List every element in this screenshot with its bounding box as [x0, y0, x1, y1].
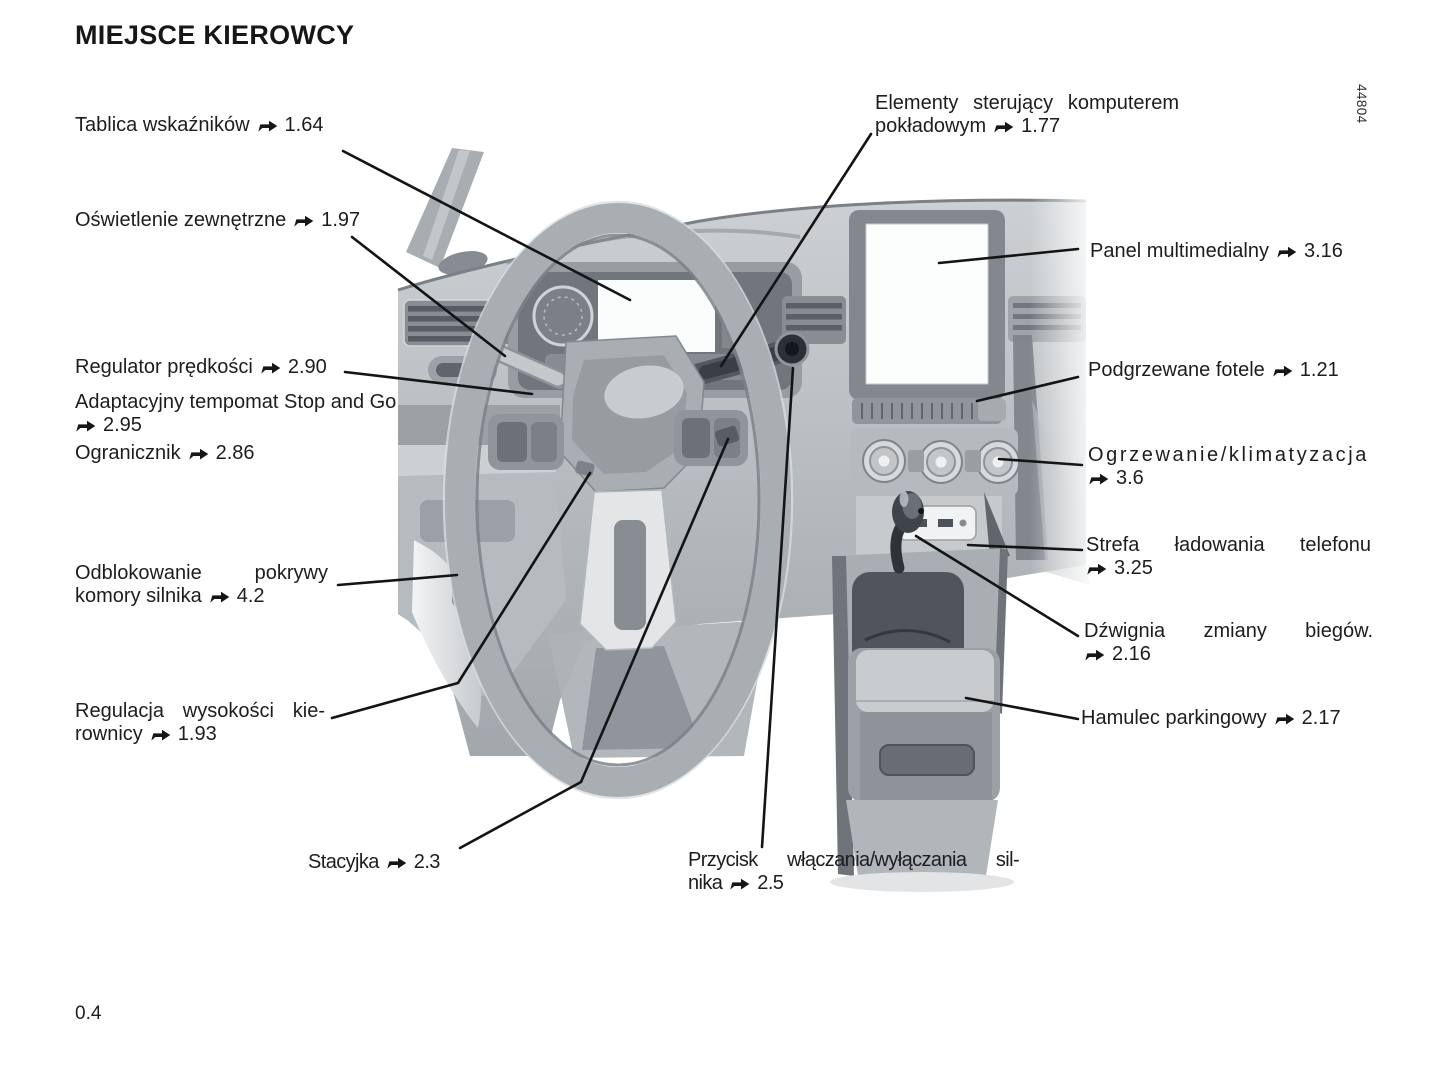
callout-text: pokładowym: [875, 115, 987, 137]
callout-text: Regulacja wysokości kie-: [75, 700, 325, 722]
callout-ref: 2.17: [1301, 707, 1341, 729]
callout-przycisk: [688, 849, 1019, 895]
callout-ref: 2.95: [103, 414, 142, 436]
callout-ref: 2.3: [413, 851, 440, 873]
callout-ref: 1.77: [1021, 115, 1061, 137]
callout-stacyjka: [308, 851, 440, 874]
callout-oswietlenie: [75, 209, 360, 232]
callout-ref: 3.16: [1303, 240, 1343, 262]
callout-ref: 1.64: [284, 114, 324, 136]
callout-ref: 3.25: [1114, 557, 1153, 579]
callout-dzwignia: [1084, 620, 1373, 666]
callout-ref: 2.5: [757, 872, 784, 894]
callout-strefa: [1086, 534, 1371, 580]
callout-text: Regulator prędkości: [75, 356, 253, 378]
callout-text: Elementy sterujący komputerem: [875, 92, 1179, 114]
callout-text: Panel multimedialny: [1090, 240, 1269, 262]
callout-text: Odblokowanie pokrywy: [75, 562, 328, 584]
ref-arrow-icon: [993, 121, 1014, 133]
callout-elementy: [875, 92, 1179, 138]
callout-ogranicznik: [75, 442, 255, 465]
callout-ref: 3.6: [1116, 467, 1144, 489]
callout-odblokowanie: [75, 562, 328, 608]
callout-ref: 2.16: [1112, 643, 1151, 665]
callout-text: Adaptacyjny tempomat Stop and Go: [75, 391, 397, 413]
callout-text: Ogranicznik: [75, 442, 181, 464]
page-number: 0.4: [75, 1003, 102, 1024]
callout-text-2: [75, 585, 328, 608]
ref-arrow-icon: [386, 857, 407, 869]
callout-ref-row: [1088, 467, 1373, 490]
callout-ref: 4.2: [236, 585, 265, 607]
callout-text: Strefa ładowania telefonu: [1086, 534, 1371, 556]
callout-ref: 2.86: [215, 442, 255, 464]
callout-text: Stacyjka: [308, 851, 379, 873]
callout-text: Oświetlenie zewnętrzne: [75, 209, 287, 231]
callout-text: Przycisk włączania/wyłączania sil-: [688, 849, 1019, 871]
ref-arrow-icon: [1274, 713, 1295, 725]
ref-arrow-icon: [188, 448, 209, 460]
callout-text: Ogrzewanie/klimatyzacja: [1088, 444, 1369, 466]
callout-ref: 1.21: [1299, 359, 1339, 381]
ref-arrow-icon: [1276, 246, 1297, 258]
callout-text: rownicy: [75, 723, 143, 745]
callout-regulator: [75, 356, 327, 379]
callout-text: Podgrzewane fotele: [1088, 359, 1265, 381]
a-pillar: [406, 148, 490, 279]
callout-text: nika: [688, 872, 723, 894]
callout-ref-row: [1086, 557, 1371, 580]
callout-panel: [1090, 240, 1343, 263]
photo-id: 44804: [1354, 84, 1369, 124]
page-title: MIEJSCE KIEROWCY: [75, 20, 355, 50]
callout-ref: 1.97: [321, 209, 361, 231]
ref-arrow-icon: [150, 729, 171, 741]
callout-text-2: [688, 872, 1019, 895]
heated-seat-controls: [852, 398, 1006, 424]
callout-text: Tablica wskaźników: [75, 114, 250, 136]
climate-controls: [850, 428, 1019, 496]
callout-text: Dźwignia zmiany biegów.: [1084, 620, 1373, 642]
ref-arrow-icon: [75, 420, 96, 432]
ref-arrow-icon: [1084, 649, 1105, 661]
callout-podgrzewane: [1088, 359, 1339, 382]
callout-text: komory silnika: [75, 585, 202, 607]
callout-hamulec: [1081, 707, 1341, 730]
ref-arrow-icon: [293, 215, 314, 227]
callout-regulacja: [75, 700, 325, 746]
ref-arrow-icon: [729, 878, 750, 890]
callout-text-2: [75, 723, 325, 746]
ref-arrow-icon: [257, 120, 278, 132]
callout-tablica: [75, 114, 323, 137]
callout-ref-row: [1084, 643, 1373, 666]
callout-adaptacyjny: [75, 391, 420, 437]
callout-ref: 2.90: [287, 356, 327, 378]
ref-arrow-icon: [209, 591, 230, 603]
ref-arrow-icon: [260, 362, 281, 374]
ref-arrow-icon: [1088, 473, 1109, 485]
callout-ref-row: [75, 414, 420, 437]
callout-text: Hamulec parkingowy: [1081, 707, 1267, 729]
callout-ref: 1.93: [177, 723, 217, 745]
callout-text-2: [875, 115, 1179, 138]
ref-arrow-icon: [1272, 365, 1293, 377]
ref-arrow-icon: [1086, 563, 1107, 575]
callout-ogrzewanie: [1088, 444, 1373, 490]
